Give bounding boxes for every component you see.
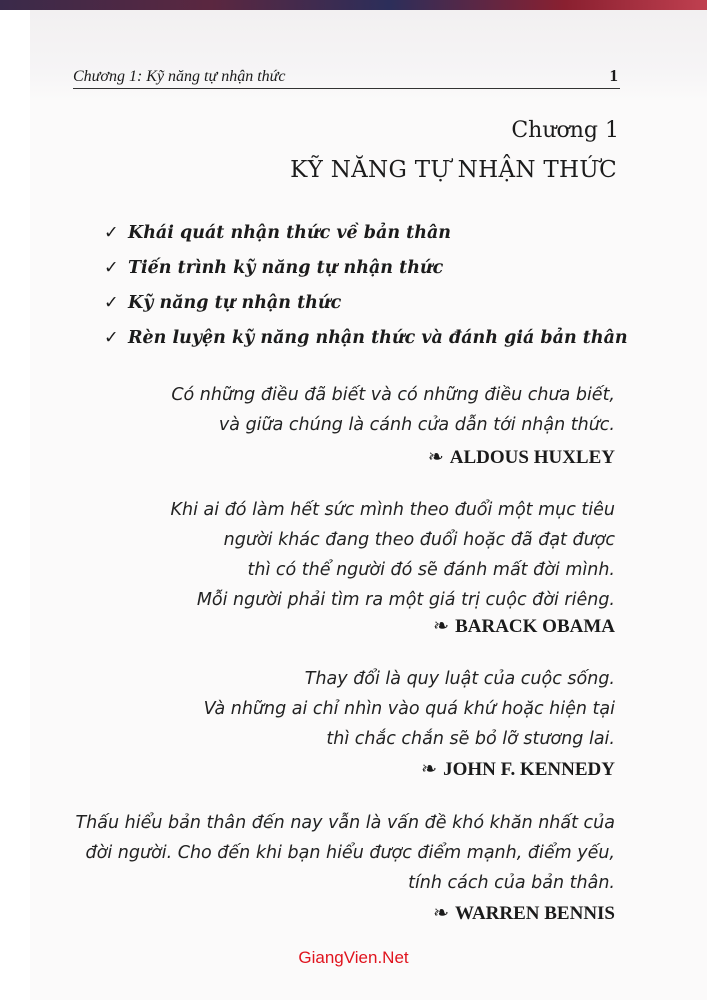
quote	[75, 808, 615, 898]
check-icon: ✓	[104, 258, 119, 278]
author-name: JOHN F. KENNEDY	[443, 759, 615, 780]
page-number: 1	[609, 66, 618, 85]
quote	[204, 664, 615, 754]
ornament-icon: ❧	[427, 447, 444, 468]
cover-band	[0, 0, 707, 10]
quote-line: Mỗi người phải tìm ra một giá trị cuộc đời riêng.	[196, 590, 615, 610]
quote-author	[428, 446, 615, 469]
check-icon: ✓	[104, 223, 119, 243]
quote-line: Thấu hiểu bản thân đến nay vẫn là vấn đề khó khăn nhất của	[75, 813, 615, 833]
objectives-list	[104, 223, 628, 363]
quote	[171, 380, 615, 440]
quote-line: Thay đổi là quy luật của cuộc sống.	[304, 669, 615, 689]
chapter-title: KỸ NĂNG TỰ NHẬN THỨC	[290, 157, 617, 183]
page-edge	[0, 0, 30, 1000]
author-name: ALDOUS HUXLEY	[449, 447, 615, 468]
list-item	[104, 223, 628, 258]
quote-author	[433, 615, 615, 638]
quote-line: và giữa chúng là cánh cửa dẫn tới nhận thức.	[218, 415, 615, 435]
list-item	[104, 293, 628, 328]
ornament-icon: ❧	[421, 759, 438, 780]
quote-line: Và những ai chỉ nhìn vào quá khứ hoặc hiện tại	[203, 699, 615, 719]
running-title: Chương 1: Kỹ năng tự nhận thức	[73, 68, 286, 85]
quote	[171, 495, 615, 615]
objective-text: Kỹ năng tự nhận thức	[128, 293, 342, 313]
objective-text: Khái quát nhận thức về bản thân	[128, 223, 452, 243]
quote-line: Khi ai đó làm hết sức mình theo đuổi một mục tiêu	[170, 500, 615, 520]
quote-line: tính cách của bản thân.	[408, 873, 615, 893]
list-item	[104, 258, 628, 293]
quote-line: đời người. Cho đến khi bạn hiểu được điểm mạnh, điểm yếu,	[85, 843, 615, 863]
quote-line: người khác đang theo đuổi hoặc đã đạt được	[223, 530, 615, 550]
ornament-icon: ❧	[433, 616, 450, 637]
quote-line: thì có thể người đó sẽ đánh mất đời mình.	[247, 560, 615, 580]
watermark: GiangVien.Net	[298, 948, 409, 967]
ornament-icon: ❧	[433, 903, 450, 924]
running-header	[73, 64, 620, 89]
author-name: WARREN BENNIS	[455, 903, 615, 924]
check-icon: ✓	[104, 293, 119, 313]
quote-author	[421, 758, 615, 781]
objective-text: Tiến trình kỹ năng tự nhận thức	[128, 258, 444, 278]
author-name: BARACK OBAMA	[455, 616, 615, 637]
quote-line: thì chắc chắn sẽ bỏ lỡ stương lai.	[326, 729, 615, 749]
list-item	[104, 328, 628, 363]
quote-author	[433, 902, 615, 925]
quote-line: Có những điều đã biết và có những điều chưa biết,	[171, 385, 615, 405]
chapter-label: Chương 1	[511, 118, 619, 143]
objective-text: Rèn luyện kỹ năng nhận thức và đánh giá bản thân	[128, 328, 628, 348]
check-icon: ✓	[104, 328, 119, 348]
